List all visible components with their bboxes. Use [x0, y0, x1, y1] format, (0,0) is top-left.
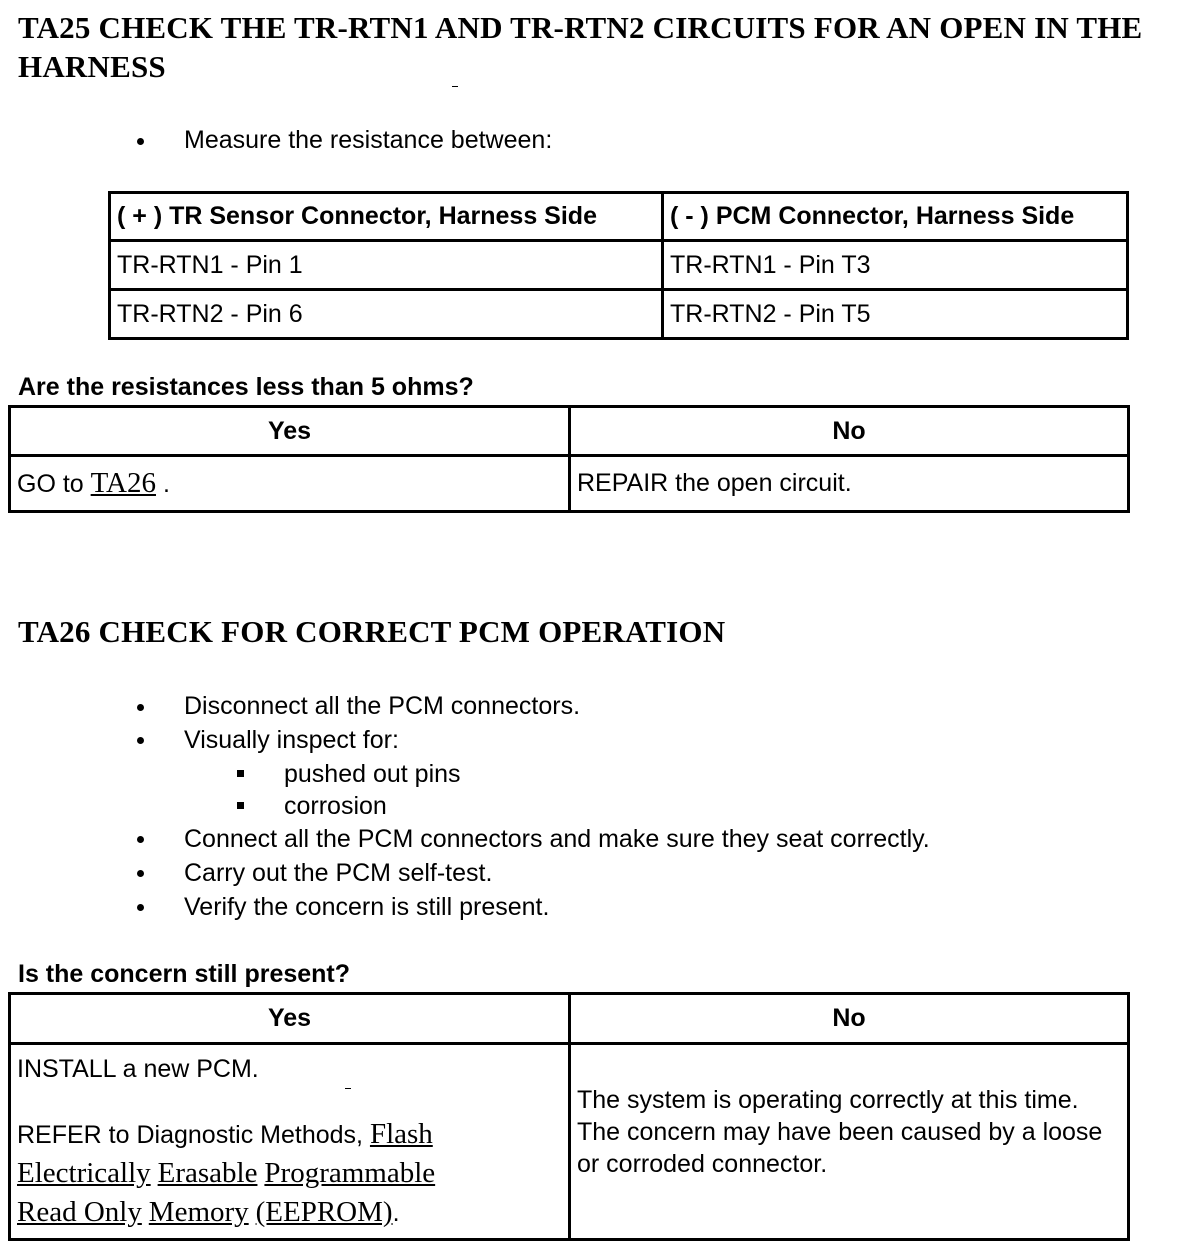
yes-cell: GO to TA26 . — [10, 456, 570, 512]
refer-text: REFER to Diagnostic Methods, Flash Electrically Erasable Programmable Read Only Memory (EEPROM). — [17, 1118, 436, 1228]
bullet-icon — [137, 836, 144, 843]
table-row — [110, 290, 1128, 339]
ta26-title: TA26 CHECK FOR CORRECT PCM OPERATION — [18, 614, 726, 649]
eeprom-link[interactable]: Erasable — [157, 1157, 258, 1189]
table-cell: TR-RTN2 - Pin T5 — [663, 290, 1128, 339]
list-item: pushed out pins — [0, 758, 930, 790]
yes-cell — [10, 1044, 570, 1240]
eeprom-link[interactable]: Memory — [148, 1196, 249, 1228]
list-item: Verify the concern is still present. — [0, 890, 930, 924]
eeprom-link[interactable]: Programmable — [264, 1157, 436, 1189]
list-item: Measure the resistance between: — [0, 124, 552, 157]
scan-mark — [452, 86, 458, 87]
no-cell: The system is operating correctly at this time. The concern may have been caused by a loose or corroded connector. — [570, 1044, 1129, 1240]
ta25-answer-table — [8, 405, 1130, 513]
table-header-negative: ( - ) PCM Connector, Harness Side — [663, 193, 1128, 241]
no-header: No — [570, 407, 1129, 456]
bullet-icon — [137, 904, 144, 911]
eeprom-link[interactable]: Electrically — [17, 1157, 151, 1189]
eeprom-link[interactable]: Flash — [369, 1118, 433, 1150]
ta26-link[interactable]: TA26 — [90, 467, 156, 499]
yes-header: Yes — [10, 407, 570, 456]
ta25-measure-table — [108, 191, 1129, 340]
bullet-icon — [137, 138, 144, 145]
eeprom-link[interactable]: Read Only — [17, 1196, 142, 1228]
ta26-answer-table — [8, 992, 1130, 1241]
bullet-icon — [137, 737, 144, 744]
list-item: Visually inspect for: — [0, 723, 930, 758]
ta25-question: Are the resistances less than 5 ohms? — [18, 373, 474, 401]
list-item: Disconnect all the PCM connectors. — [0, 690, 930, 723]
table-row — [110, 241, 1128, 290]
bullet-icon — [137, 704, 144, 711]
no-header: No — [570, 994, 1129, 1044]
no-cell: REPAIR the open circuit. — [570, 456, 1129, 512]
table-cell: TR-RTN2 - Pin 6 — [110, 290, 663, 339]
list-item: Connect all the PCM connectors and make sure they seat correctly. — [0, 822, 930, 856]
ta25-title: TA25 CHECK THE TR-RTN1 AND TR-RTN2 CIRCUITS FOR AN OPEN IN THE HARNESS — [18, 10, 1143, 84]
table-header-positive: ( + ) TR Sensor Connector, Harness Side — [110, 193, 663, 241]
scan-mark — [345, 1088, 351, 1089]
table-cell: TR-RTN1 - Pin T3 — [663, 241, 1128, 290]
ta26-question: Is the concern still present? — [18, 960, 351, 988]
bullet-icon — [137, 870, 144, 877]
install-text: INSTALL a new PCM. — [17, 1055, 259, 1083]
yes-header: Yes — [10, 994, 570, 1044]
list-item: corrosion — [0, 790, 930, 822]
square-bullet-icon — [237, 770, 244, 777]
square-bullet-icon — [237, 802, 244, 809]
ta25-instruction-list — [0, 124, 552, 157]
ta26-steps-list — [0, 690, 930, 924]
list-item: Carry out the PCM self-test. — [0, 856, 930, 890]
table-cell: TR-RTN1 - Pin 1 — [110, 241, 663, 290]
eeprom-link[interactable]: (EEPROM) — [255, 1196, 393, 1228]
